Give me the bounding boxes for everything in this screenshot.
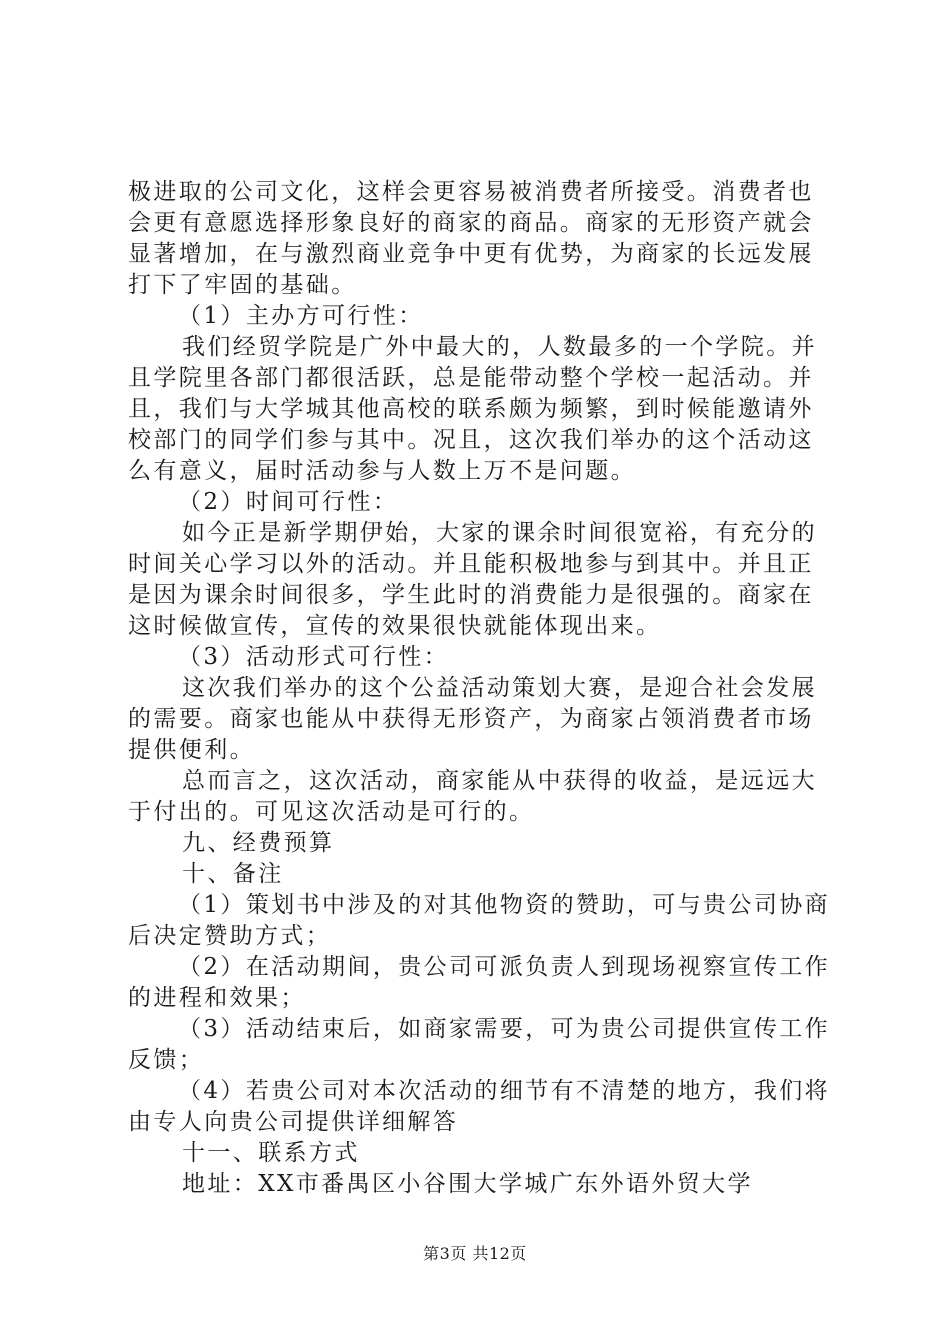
section-heading-notes: 十、备注: [182, 861, 284, 887]
body-line-7: 且学院里各部门都很活跃，总是能带动整个学校一起活动。并: [128, 365, 814, 391]
page-number-footer: 第3页 共12页: [423, 1244, 527, 1263]
body-line-17: 这次我们举办的这个公益活动策划大赛，是迎合社会发展: [182, 675, 817, 701]
note-item-2-continued: 的进程和效果；: [128, 985, 306, 1011]
body-line-6: 我们经贸学院是广外中最大的，人数最多的一个学院。并: [182, 334, 817, 360]
contact-address: 地址：XX市番禺区小谷围大学城广东外语外贸大学: [182, 1171, 753, 1197]
body-line-13: 时间关心学习以外的活动。并且能积极地参与到其中。并且正: [128, 551, 814, 577]
section-heading-time: （2）时间可行性：: [178, 489, 399, 515]
section-heading-contact: 十一、联系方式: [182, 1140, 360, 1166]
note-item-2: （2）在活动期间，贵公司可派负责人到现场视察宣传工作: [178, 954, 831, 980]
section-heading-organizer: （1）主办方可行性：: [178, 303, 424, 329]
body-line-10: 么有意义，届时活动参与人数上万不是问题。: [128, 458, 636, 484]
body-line-2: 会更有意愿选择形象良好的商家的商品。商家的无形资产就会: [128, 210, 814, 236]
body-line-4: 打下了牢固的基础。: [128, 272, 357, 298]
body-line-1: 极进取的公司文化，这样会更容易被消费者所接受。消费者也: [128, 179, 814, 205]
note-item-3: （3）活动结束后，如商家需要，可为贵公司提供宣传工作: [178, 1016, 831, 1042]
body-line-19: 提供便利。: [128, 737, 255, 763]
note-item-1: （1）策划书中涉及的对其他物资的赞助，可与贵公司协商: [178, 892, 831, 918]
body-line-15: 这时候做宣传，宣传的效果很快就能体现出来。: [128, 613, 662, 639]
note-item-1-continued: 后决定赞助方式；: [128, 923, 332, 949]
note-item-3-continued: 反馈；: [128, 1047, 205, 1073]
body-line-21: 于付出的。可见这次活动是可行的。: [128, 799, 535, 825]
body-line-18: 的需要。商家也能从中获得无形资产，为商家占领消费者市场: [128, 706, 814, 732]
section-heading-format: （3）活动形式可行性：: [178, 644, 450, 670]
body-line-14: 是因为课余时间很多，学生此时的消费能力是很强的。商家在: [128, 582, 814, 608]
body-line-20: 总而言之，这次活动，商家能从中获得的收益，是远远大: [182, 768, 817, 794]
body-line-3: 显著增加，在与激烈商业竞争中更有优势，为商家的长远发展: [128, 241, 814, 267]
body-line-8: 且，我们与大学城其他高校的联系颇为频繁，到时候能邀请外: [128, 396, 814, 422]
section-heading-budget: 九、经费预算: [182, 830, 335, 856]
body-line-9: 校部门的同学们参与其中。况且，这次我们举办的这个活动这: [128, 427, 814, 453]
note-item-4: （4）若贵公司对本次活动的细节有不清楚的地方，我们将: [178, 1078, 831, 1104]
note-item-4-continued: 由专人向贵公司提供详细解答: [128, 1109, 459, 1135]
body-line-12: 如今正是新学期伊始，大家的课余时间很宽裕，有充分的: [182, 520, 817, 546]
